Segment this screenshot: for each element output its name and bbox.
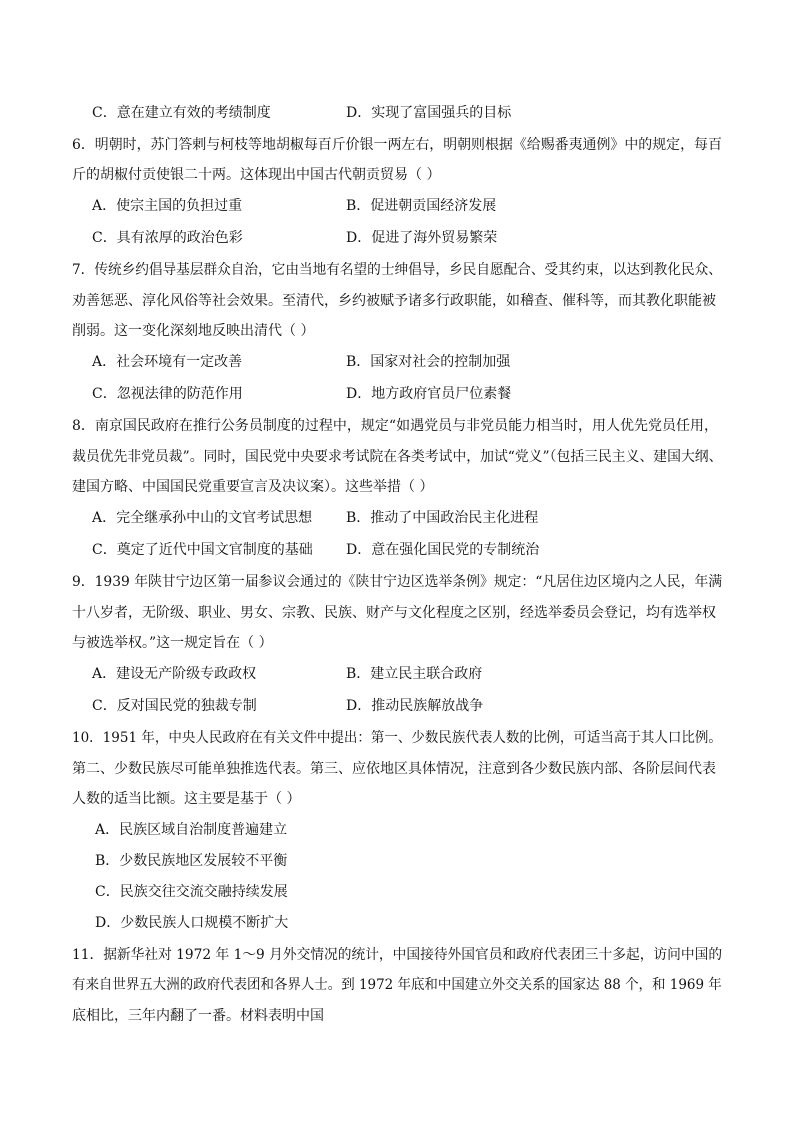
q6-option-b: B．促进朝贡国经济发展 — [346, 198, 497, 214]
q6-option-d: D．促进了海外贸易繁荣 — [346, 230, 498, 246]
q6-stem-line1: 6．明朝时，苏门答剌与柯枝等地胡椒每百斤价银一两左右，明朝则根据《给赐番夷通例》中的规定，每百 — [72, 137, 722, 153]
q9-stem-line3: 与被选举权。”这一规定旨在（ ） — [72, 635, 273, 651]
q8-stem-line2: 裁员优先非党员裁”。同时，国民党中央要求考试院在各类考试中，加试“党义”（包括三民主义、建国大纲、 — [72, 449, 723, 465]
q10-stem-line1: 10．1951 年，中央人民政府在有关文件中提出：第一、少数民族代表人数的比例，可适当高于其人口比例。 — [72, 730, 722, 746]
q10-stem-line2: 第二、少数民族尽可能单独推选代表。第三、应依地区具体情况，注意到各少数民族内部、各阶层间代表 — [72, 761, 716, 777]
q11-stem-line1: 11．据新华社对 1972 年 1～9 月外交情况的统计，中国接待外国官员和政府代表团三十多起，访问中国的 — [72, 947, 723, 963]
q10-stem-line3: 人数的适当比额。这主要是基于（ ） — [72, 791, 301, 807]
q11-stem-line3: 底相比，三年内翻了一番。材料表明中国 — [72, 1008, 324, 1024]
q5-option-c: C．意在建立有效的考绩制度 — [92, 105, 271, 121]
q8-stem-line3: 建国方略、中国国民党重要宣言及决议案）。这些举措（ ） — [72, 479, 434, 495]
q11-stem-line2: 有来自世界五大洲的政府代表团和各界人士。到 1972 年底和中国建立外交关系的国家达 88 个，和 1969 年 — [72, 977, 722, 993]
q7-option-d: D．地方政府官员尸位素餐 — [346, 386, 512, 402]
q8-stem-line1: 8．南京国民政府在推行公务员制度的过程中，规定“如遇党员与非党员能力相当时，用人优先党员任用， — [72, 418, 719, 434]
q6-stem-line2: 斤的胡椒付贡使银二十两。这体现出中国古代朝贡贸易（ ） — [72, 167, 441, 183]
q6-option-a: A．使宗主国的负担过重 — [92, 198, 243, 214]
q7-stem-line1: 7．传统乡约倡导基层群众自治，它由当地有名望的士绅倡导，乡民自愿配合、受其约束，以达到教化民众、 — [72, 262, 722, 278]
q9-option-a: A．建设无产阶级专政政权 — [92, 666, 257, 682]
q7-option-b: B．国家对社会的控制加强 — [346, 354, 511, 370]
q10-option-d: D．少数民族人口规模不断扩大 — [95, 915, 289, 931]
q9-stem-line1: 9．1939 年陕甘宁边区第一届参议会通过的《陕甘宁边区选举条例》规定：“凡居住边区境内之人民，年满 — [72, 574, 723, 590]
q10-option-b: B．少数民族地区发展较不平衡 — [95, 853, 288, 869]
q9-option-d: D．推动民族解放战争 — [346, 698, 484, 714]
q8-option-d: D．意在强化国民党的专制统治 — [346, 542, 540, 558]
q9-stem-line2: 十八岁者，无阶级、职业、男女、宗教、民族、财产与文化程度之区别，经选举委员会登记，均有选举权 — [72, 605, 716, 621]
q6-option-c: C．具有浓厚的政治色彩 — [92, 230, 243, 246]
q8-option-a: A．完全继承孙中山的文官考试思想 — [92, 510, 313, 526]
q5-option-d: D．实现了富国强兵的目标 — [346, 105, 512, 121]
q7-option-a: A．社会环境有一定改善 — [92, 354, 243, 370]
q9-option-c: C．反对国民党的独裁专制 — [92, 698, 257, 714]
q10-option-a: A．民族区域自治制度普遍建立 — [95, 822, 288, 838]
q10-option-c: C．民族交往交流交融持续发展 — [95, 884, 288, 900]
q7-option-c: C．忽视法律的防范作用 — [92, 386, 243, 402]
q9-option-b: B．建立民主联合政府 — [346, 666, 483, 682]
q7-stem-line2: 劝善惩恶、淳化风俗等社会效果。至清代，乡约被赋予诸多行政职能，如稽查、催科等，而其教化职能被 — [72, 293, 716, 309]
q7-stem-line3: 削弱。这一变化深刻地反映出清代（ ） — [72, 323, 315, 339]
q8-option-c: C．奠定了近代中国文官制度的基础 — [92, 542, 313, 558]
q8-option-b: B．推动了中国政治民主化进程 — [346, 510, 539, 526]
